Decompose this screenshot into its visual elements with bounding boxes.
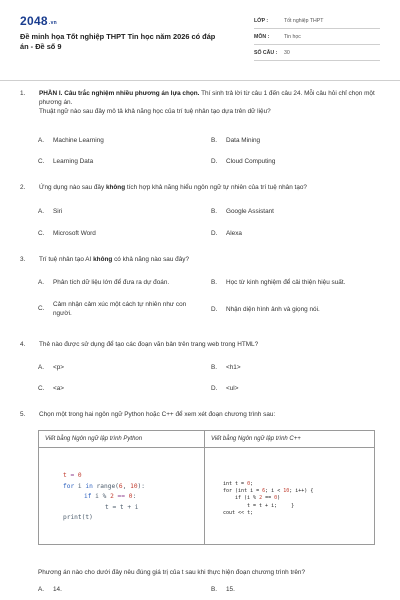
option-letter: C. [38, 158, 45, 165]
part-heading: PHẦN I. Câu trắc nghiệm nhiều phương án lựa chọn. [39, 90, 200, 97]
q1-option-c[interactable] [38, 157, 198, 166]
meta-value: 30 [284, 50, 290, 56]
option-letter: D. [211, 158, 218, 165]
option-text: Cảm nhận cảm xúc một cách tự nhiên như con người. [53, 301, 187, 317]
page-header [0, 0, 400, 82]
python-column [39, 431, 205, 544]
question-text: Ứng dụng nào sau đây [39, 184, 106, 191]
option-text: Học từ kinh nghiệm để cải thiện hiệu suất. [226, 279, 346, 286]
part-instructions: Thí sinh trả lời từ câu 1 đến câu 24. Mỗi câu hỏi chỉ chọn một phương án. [39, 90, 375, 106]
option-letter: A. [38, 279, 45, 286]
code-line: for i in range(6, 10): [63, 482, 145, 490]
logo-suffix: .vn [48, 20, 58, 26]
meta-value: Tốt nghiệp THPT [284, 18, 324, 24]
option-letter: D. [211, 385, 218, 392]
option-letter: B. [211, 279, 218, 286]
option-letter: B. [211, 137, 218, 144]
code-line: int t = 0; [223, 481, 254, 487]
question-number: 5. [20, 411, 26, 418]
question-text: Chọn một trong hai ngôn ngữ Python hoặc C++ để xem xét đoạn chương trình sau: [39, 411, 276, 418]
question-4 [20, 340, 382, 349]
option-text: Cloud Computing [226, 158, 276, 165]
question-text: Thuật ngữ nào sau đây mô tả khả năng học của trí tuệ nhân tạo dựa trên dữ liệu? [39, 108, 271, 115]
option-text: Phân tích dữ liệu lớn để đưa ra dự đoán. [53, 279, 170, 286]
python-code [63, 471, 145, 524]
option-letter: B. [211, 586, 218, 593]
meta-key: MÔN : [254, 34, 270, 40]
code-line: t = t + i; } [247, 502, 295, 509]
q3-option-a[interactable] [38, 278, 208, 287]
option-letter: A. [38, 364, 45, 371]
option-letter: B. [211, 364, 218, 371]
code-line: cout << t; [223, 509, 254, 516]
option-text: <h1> [226, 364, 241, 371]
q3-option-c[interactable] [38, 300, 208, 318]
question-text: Trí tuệ nhân tạo AI [39, 256, 94, 263]
question-1 [20, 89, 382, 116]
q5-option-a[interactable] [38, 585, 198, 594]
q4-option-c[interactable] [38, 384, 198, 393]
question-number: 3. [20, 256, 26, 263]
code-comparison-table [38, 430, 375, 545]
q2-option-c[interactable] [38, 229, 198, 238]
question-number: 2. [20, 184, 26, 191]
question-number: 4. [20, 341, 26, 348]
q1-option-a[interactable] [38, 136, 198, 145]
code-line: for (int i = 6; i < 10; i++) { [223, 488, 314, 495]
q3-option-d[interactable] [211, 305, 383, 314]
meta-row-subject [254, 29, 380, 45]
code-line: t = t + i [105, 503, 139, 511]
code-line: print(t) [63, 514, 93, 521]
option-letter: C. [38, 385, 45, 392]
q1-option-d[interactable] [211, 157, 381, 166]
question-emphasis: không [105, 184, 126, 191]
cpp-code [223, 481, 313, 517]
q5-question: Phương án nào cho dưới đây nêu đúng giá trị của t sau khi thực hiện đoạn chương trình trên? [38, 569, 306, 576]
option-letter: A. [38, 586, 45, 593]
option-text: Machine Learning [53, 137, 104, 144]
meta-key: LỚP : [254, 18, 269, 24]
meta-row-class [254, 13, 380, 29]
q5-option-b[interactable] [211, 585, 381, 594]
meta-value: Tin học [284, 34, 301, 40]
question-text: tích hợp khả năng hiểu ngôn ngữ tự nhiên của trí tuệ nhân tạo? [125, 184, 307, 191]
option-text: Nhận diện hình ảnh và giọng nói. [226, 306, 320, 313]
cpp-column-header: Viết bằng Ngôn ngữ lập trình C++ [205, 431, 374, 448]
option-text: Learning Data [53, 158, 94, 165]
question-2 [20, 183, 382, 192]
question-emphasis: không [93, 256, 113, 263]
option-text: <a> [53, 385, 65, 392]
question-number: 1. [20, 90, 26, 97]
question-text: có khả năng nào sau đây? [112, 256, 190, 263]
cpp-column [205, 431, 374, 544]
python-column-header: Viết bằng Ngôn ngữ lập trình Python [39, 431, 204, 448]
q2-option-a[interactable] [38, 207, 198, 216]
site-logo[interactable] [20, 14, 57, 28]
option-text: 15. [226, 586, 235, 593]
q4-option-b[interactable] [211, 363, 381, 372]
q1-option-b[interactable] [211, 136, 381, 145]
code-line: if i % 2 == 0: [84, 493, 137, 500]
q4-option-a[interactable] [38, 363, 198, 372]
option-text: Data Mining [226, 137, 261, 144]
option-text: Microsoft Word [53, 230, 96, 237]
question-3 [20, 255, 382, 264]
option-text: Siri [53, 208, 63, 215]
meta-key: SỐ CÂU : [254, 50, 278, 56]
option-letter: C. [38, 305, 45, 312]
option-letter: C. [38, 230, 45, 237]
option-letter: B. [211, 208, 218, 215]
option-text: Alexa [226, 230, 242, 237]
q2-option-b[interactable] [211, 207, 381, 216]
meta-row-count [254, 45, 380, 61]
logo-text: 2048 [20, 14, 48, 28]
option-text: <ul> [226, 385, 239, 392]
option-text: Google Assistant [226, 208, 274, 215]
q3-option-b[interactable] [211, 278, 383, 287]
code-line: if (i % 2 == 0) [235, 495, 281, 502]
q2-option-d[interactable] [211, 229, 381, 238]
question-text: Thẻ nào được sử dụng để tạo các đoạn văn bản trên trang web trong HTML? [39, 341, 259, 348]
option-letter: A. [38, 208, 45, 215]
q4-option-d[interactable] [211, 384, 381, 393]
option-letter: A. [38, 137, 45, 144]
header-divider [0, 80, 400, 81]
exam-title: Đề minh họa Tốt nghiệp THPT Tin học năm 2026 có đáp án - Đề số 9 [20, 32, 216, 51]
option-letter: D. [211, 230, 218, 237]
code-line: t = 0 [63, 472, 82, 479]
option-letter: D. [211, 306, 218, 313]
exam-meta [254, 13, 380, 61]
option-text: 14. [53, 586, 62, 593]
option-text: <p> [53, 364, 65, 371]
question-5 [20, 410, 382, 419]
